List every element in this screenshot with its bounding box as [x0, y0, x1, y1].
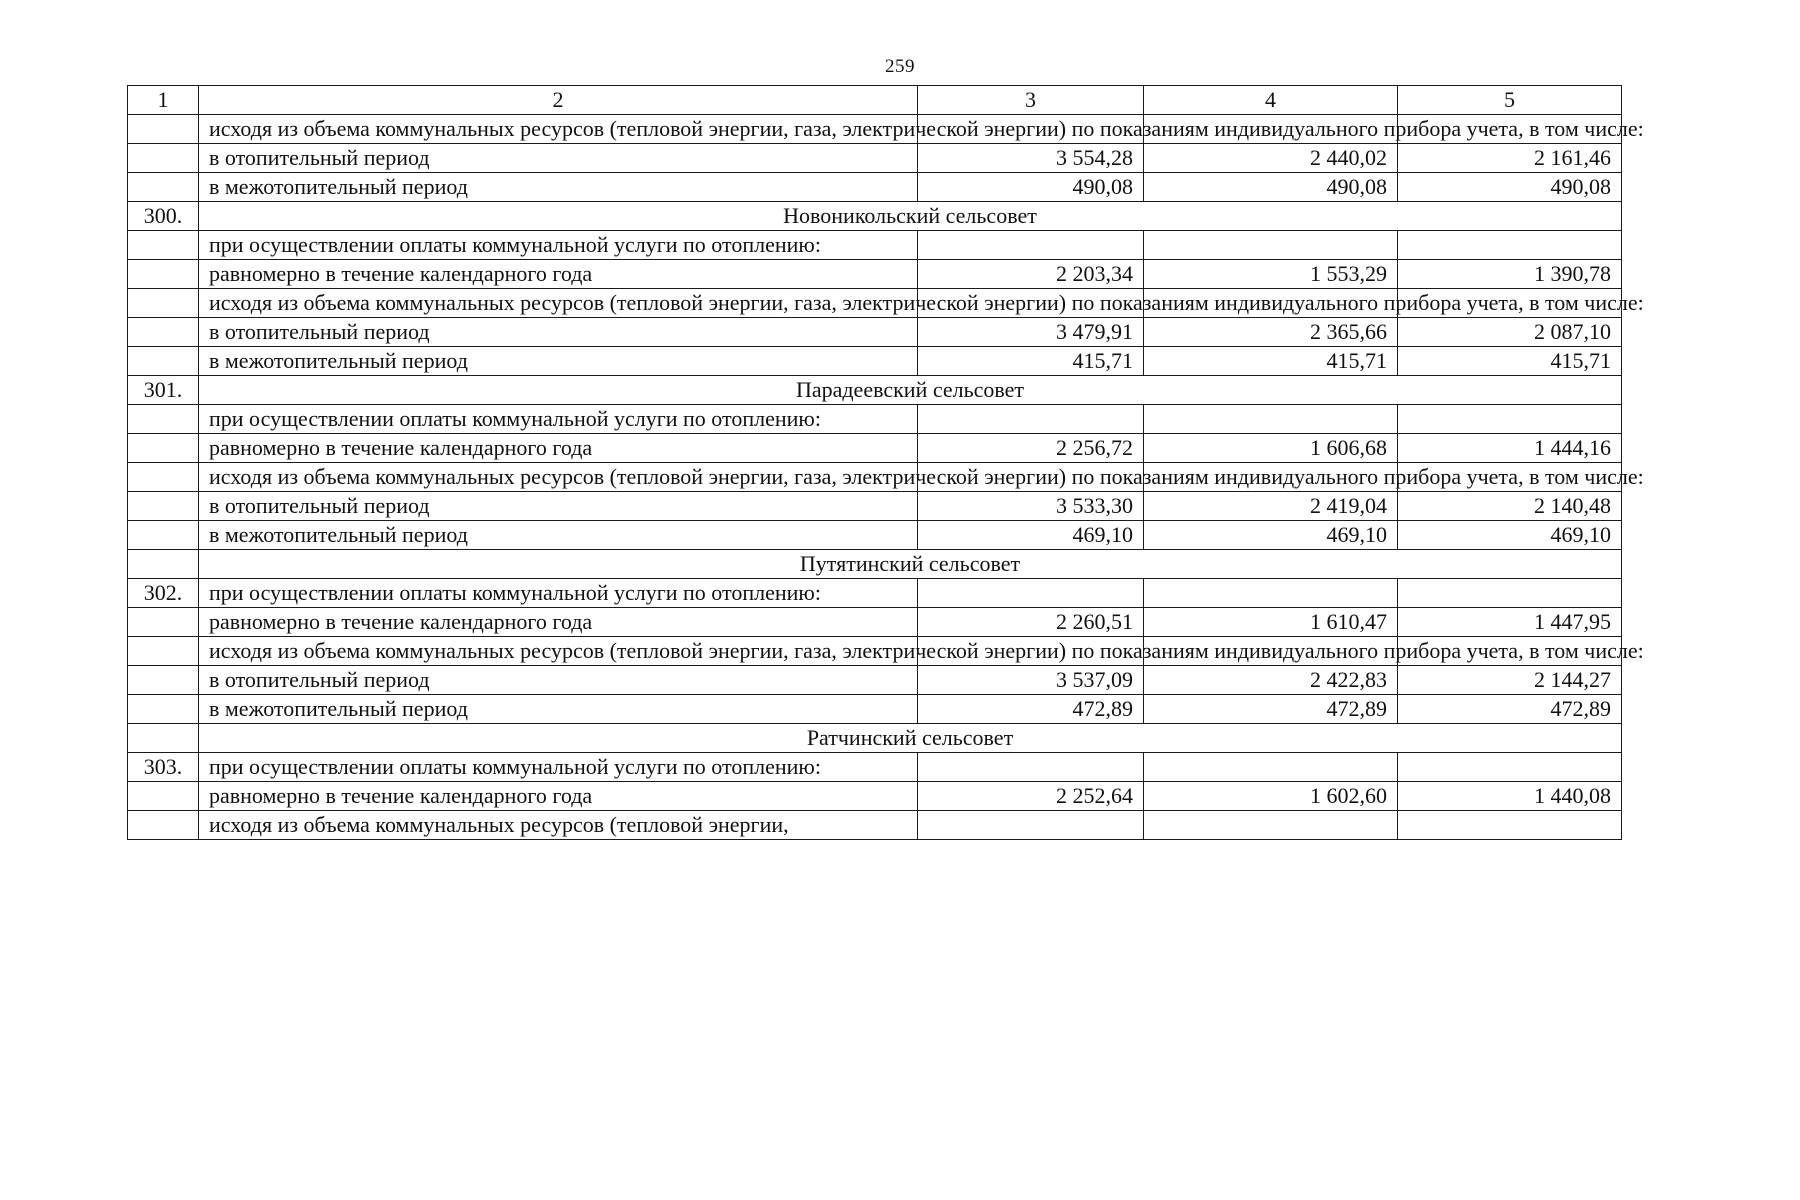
value-col-4: 469,10	[1144, 521, 1398, 550]
value-col-3	[918, 811, 1144, 840]
row-number	[128, 811, 199, 840]
row-number	[128, 550, 199, 579]
value-col-3: 3 479,91	[918, 318, 1144, 347]
table-row	[128, 492, 1622, 521]
value-col-3: 3 537,09	[918, 666, 1144, 695]
row-number	[128, 782, 199, 811]
row-description: при осуществлении оплаты коммунальной услуги по отоплению:	[199, 405, 918, 434]
value-col-4: 1 606,68	[1144, 434, 1398, 463]
row-description: равномерно в течение календарного года	[199, 260, 918, 289]
row-number	[128, 492, 199, 521]
value-col-5: 2 144,27	[1398, 666, 1622, 695]
section-title: Ратчинский сельсовет	[199, 724, 1622, 753]
row-number	[128, 434, 199, 463]
page-number: 259	[885, 56, 915, 77]
row-description: исходя из объема коммунальных ресурсов (тепловой энергии, газа, электрической энергии) по показаниям индивидуального прибора учета, в том числе:	[199, 637, 918, 666]
section-title: Новоникольский сельсовет	[199, 202, 1622, 231]
section-row	[128, 202, 1622, 231]
value-col-4: 2 440,02	[1144, 144, 1398, 173]
row-description: равномерно в течение календарного года	[199, 782, 918, 811]
value-col-4: 1 602,60	[1144, 782, 1398, 811]
table-row	[128, 260, 1622, 289]
value-col-4	[1144, 753, 1398, 782]
value-col-3: 2 260,51	[918, 608, 1144, 637]
value-col-3	[918, 231, 1144, 260]
table-row	[128, 637, 1622, 666]
row-description: в межотопительный период	[199, 521, 918, 550]
row-number	[128, 405, 199, 434]
value-col-4: 2 422,83	[1144, 666, 1398, 695]
row-number	[128, 724, 199, 753]
value-col-5: 1 440,08	[1398, 782, 1622, 811]
row-description: равномерно в течение календарного года	[199, 608, 918, 637]
table-row	[128, 434, 1622, 463]
row-number	[128, 695, 199, 724]
table-row	[128, 144, 1622, 173]
tariff-table	[127, 85, 1644, 840]
value-col-5: 415,71	[1398, 347, 1622, 376]
value-col-5: 2 087,10	[1398, 318, 1622, 347]
header-col-3: 3	[918, 86, 1144, 115]
section-row	[128, 550, 1622, 579]
value-col-5: 1 444,16	[1398, 434, 1622, 463]
row-description: при осуществлении оплаты коммунальной услуги по отоплению:	[199, 231, 918, 260]
section-row	[128, 724, 1622, 753]
row-description: в отопительный период	[199, 318, 918, 347]
row-description: в отопительный период	[199, 666, 918, 695]
row-number	[128, 521, 199, 550]
row-number	[128, 260, 199, 289]
value-col-5: 2 161,46	[1398, 144, 1622, 173]
row-number	[128, 231, 199, 260]
value-col-3: 415,71	[918, 347, 1144, 376]
value-col-3	[918, 753, 1144, 782]
table-body	[128, 86, 1644, 840]
value-col-5: 1 447,95	[1398, 608, 1622, 637]
section-title: Парадеевский сельсовет	[199, 376, 1622, 405]
table-row	[128, 405, 1622, 434]
row-description: при осуществлении оплаты коммунальной услуги по отоплению:	[199, 579, 918, 608]
row-number	[128, 289, 199, 318]
header-col-2: 2	[199, 86, 918, 115]
value-col-5: 2 140,48	[1398, 492, 1622, 521]
row-number	[128, 608, 199, 637]
value-col-3: 472,89	[918, 695, 1144, 724]
value-col-4: 472,89	[1144, 695, 1398, 724]
header-col-5: 5	[1398, 86, 1622, 115]
value-col-4	[1144, 579, 1398, 608]
value-col-3	[918, 579, 1144, 608]
value-col-4	[1144, 405, 1398, 434]
value-col-4: 415,71	[1144, 347, 1398, 376]
row-number	[128, 666, 199, 695]
header-row	[128, 86, 1622, 115]
value-col-4: 2 365,66	[1144, 318, 1398, 347]
table-row	[128, 289, 1622, 318]
row-number	[128, 318, 199, 347]
row-description: исходя из объема коммунальных ресурсов (тепловой энергии, газа, электрической энергии) по показаниям индивидуального прибора учета, в том числе:	[199, 289, 918, 318]
value-col-4: 490,08	[1144, 173, 1398, 202]
table-row	[128, 608, 1622, 637]
value-col-4: 1 610,47	[1144, 608, 1398, 637]
value-col-5	[1398, 579, 1622, 608]
value-col-5: 490,08	[1398, 173, 1622, 202]
value-col-5	[1398, 231, 1622, 260]
table-row	[128, 318, 1622, 347]
row-number: 302.	[128, 579, 199, 608]
value-col-5	[1398, 811, 1622, 840]
row-description: в отопительный период	[199, 492, 918, 521]
table-row	[128, 347, 1622, 376]
table-row	[128, 231, 1622, 260]
value-col-5: 1 390,78	[1398, 260, 1622, 289]
value-col-5: 469,10	[1398, 521, 1622, 550]
value-col-3: 469,10	[918, 521, 1144, 550]
value-col-4	[1144, 811, 1398, 840]
table-row	[128, 579, 1622, 608]
row-number: 301.	[128, 376, 199, 405]
row-description: в межотопительный период	[199, 173, 918, 202]
row-number	[128, 637, 199, 666]
row-number: 303.	[128, 753, 199, 782]
table-row	[128, 782, 1622, 811]
row-number	[128, 173, 199, 202]
row-description: исходя из объема коммунальных ресурсов (тепловой энергии,	[199, 811, 918, 840]
header-col-1: 1	[128, 86, 199, 115]
value-col-5: 472,89	[1398, 695, 1622, 724]
value-col-3: 3 533,30	[918, 492, 1144, 521]
row-description: в межотопительный период	[199, 347, 918, 376]
value-col-3: 2 256,72	[918, 434, 1144, 463]
row-description: в отопительный период	[199, 144, 918, 173]
row-number	[128, 463, 199, 492]
value-col-5	[1398, 753, 1622, 782]
row-description: равномерно в течение календарного года	[199, 434, 918, 463]
table-row	[128, 115, 1622, 144]
header-col-4: 4	[1144, 86, 1398, 115]
table-row	[128, 521, 1622, 550]
row-number	[128, 144, 199, 173]
section-title: Путятинский сельсовет	[199, 550, 1622, 579]
row-number	[128, 115, 199, 144]
value-col-4	[1144, 231, 1398, 260]
row-description: исходя из объема коммунальных ресурсов (тепловой энергии, газа, электрической энергии) по показаниям индивидуального прибора учета, в том числе:	[199, 115, 918, 144]
row-description: при осуществлении оплаты коммунальной услуги по отоплению:	[199, 753, 918, 782]
table-row	[128, 753, 1622, 782]
value-col-4: 1 553,29	[1144, 260, 1398, 289]
value-col-4: 2 419,04	[1144, 492, 1398, 521]
table-row	[128, 173, 1622, 202]
value-col-3: 2 252,64	[918, 782, 1144, 811]
row-number	[128, 347, 199, 376]
section-row	[128, 376, 1622, 405]
value-col-3: 3 554,28	[918, 144, 1144, 173]
table-row	[128, 695, 1622, 724]
row-number: 300.	[128, 202, 199, 231]
table-row	[128, 811, 1622, 840]
value-col-5	[1398, 405, 1622, 434]
table-row	[128, 666, 1622, 695]
row-description: в межотопительный период	[199, 695, 918, 724]
table-row	[128, 463, 1622, 492]
value-col-3	[918, 405, 1144, 434]
row-description: исходя из объема коммунальных ресурсов (тепловой энергии, газа, электрической энергии) по показаниям индивидуального прибора учета, в том числе:	[199, 463, 918, 492]
value-col-3: 490,08	[918, 173, 1144, 202]
value-col-3: 2 203,34	[918, 260, 1144, 289]
